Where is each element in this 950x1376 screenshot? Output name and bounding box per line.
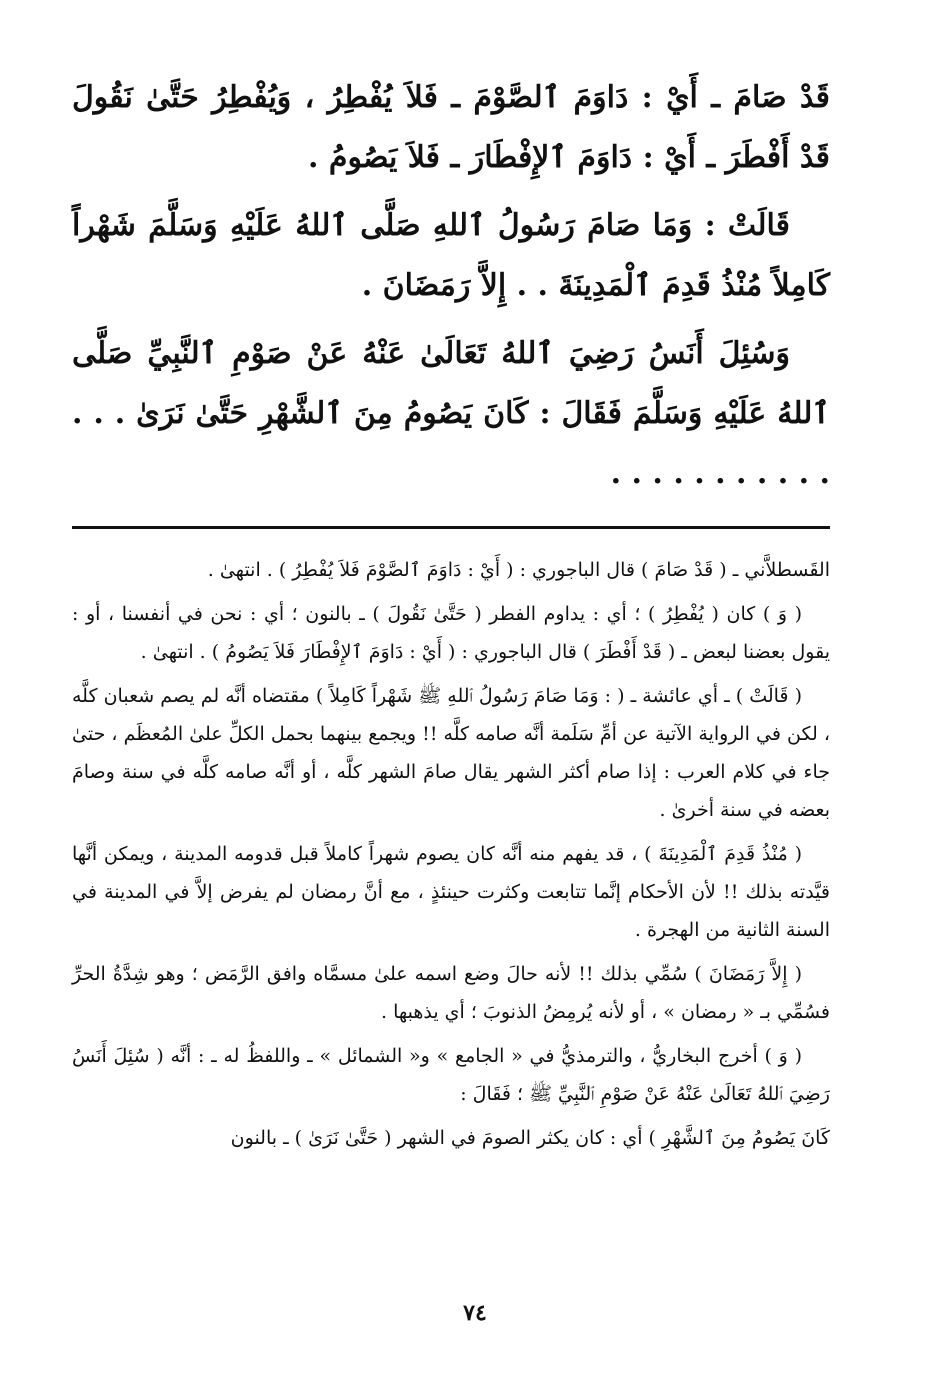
main-paragraph-2: قَالَتْ : وَمَا صَامَ رَسُولُ ٱللهِ صَلَّى ٱللهُ عَلَيْهِ وَسَلَّمَ شَهْراً كَامِلاً مُنْذُ قَدِمَ ٱلْمَدِينَةَ . . إِلاَّ رَمَضَانَ . — [72, 208, 830, 303]
footnote-paragraph-4: ( مُنْذُ قَدِمَ ٱلْمَدِينَةَ ) ، قد يفهم منه أنَّه كان يصوم شهراً كاملاً قبل قدومه المدينة ، ويمكن أنَّها قيَّدته بذلك !! لأن الأحكام إنَّما تتابعت وكثرت حينئذٍ ، مع أنَّ رمضان لم يفرض إلاَّ في المدينة في السنة الثانية من الهجرة . — [72, 843, 830, 941]
main-paragraph-3: وَسُئِلَ أَنَسُ رَضِيَ ٱللهُ تَعَالَىٰ عَنْهُ عَنْ صَوْمِ ٱلنَّبِيِّ صَلَّى ٱللهُ عَلَيْهِ وَسَلَّمَ فَقَالَ : كَانَ يَصُومُ مِنَ ٱلشَّهْرِ حَتَّىٰ نَرَىٰ . . . . . . . . . . . . . . — [72, 336, 830, 491]
footnote-paragraph-3: ( قَالَتْ ) ـ أي عائشة ـ ( : وَمَا صَامَ رَسُولُ ٱللهِ ﷺ شَهْراً كَامِلاً ) مقتضاه أنَّه لم يصم شعبان كلَّه ، لكن في الرواية الآتية عن أمِّ سَلَمة أنَّه صامه كلَّه !! ويجمع بينهما بحمل الكلِّ علىٰ المُعظَم ، حتىٰ جاء في كلام العرب : إذا صام أكثر الشهر يقال صامَ الشهر كلَّه ، أو أنَّه صامه كلَّه في سنة وصامَ بعضه في سنة أخرىٰ . — [72, 685, 830, 821]
page-number: ٧٤ — [463, 1300, 487, 1326]
footnote-paragraph-5: ( إِلاَّ رَمَضَانَ ) سُمِّي بذلك !! لأنه حالَ وضع اسمه علىٰ مسمَّاه وافق الرَّمَض ؛ وهو شِدَّةُ الحرِّ فسُمِّي بـ « رمضان » ، أو لأنه يُرمِضُ الذنوبَ ؛ أي يذهبها . — [72, 963, 830, 1023]
footnote-paragraph-1: القَسطلاَّني ـ ( قَدْ صَامَ ) قال الباجوري : ( أَيْ : دَاوَمَ ٱلصَّوْمَ فَلاَ يُفْطِرُ ) . انتهىٰ . — [207, 559, 830, 581]
footnote-paragraph-7: كَانَ يَصُومُ مِنَ ٱلشَّهْرِ ) أي : كان يكثر الصومَ في الشهر ( حَتَّىٰ نَرَىٰ ) ـ بالنون — [230, 1127, 830, 1149]
main-text — [72, 68, 830, 504]
footnote-paragraph-6: ( وَ ) أخرج البخاريُّ ، والترمذيُّ في « الجامع » و« الشمائل » ـ واللفظُ له ـ : أنَّه ( سُئِلَ أَنَسُ رَضِيَ ٱللهُ تَعَالَىٰ عَنْهُ عَنْ صَوْمِ ٱلنَّبِيِّ ﷺ ؛ فَقَالَ : — [72, 1045, 830, 1105]
main-paragraph-1: قَدْ صَامَ ـ أَيْ : دَاوَمَ ٱلصَّوْمَ ـ فَلاَ يُفْطِرُ ، وَيُفْطِرُ حَتَّىٰ نَقُولَ قَدْ أَفْطَرَ ـ أَيْ : دَاوَمَ ٱلإِفْطَارَ ـ فَلاَ يَصُومُ . — [72, 80, 830, 175]
footnotes — [72, 551, 830, 1157]
footnote-paragraph-2: ( وَ ) كان ( يُفْطِرُ ) ؛ أي : يداوم الفطر ( حَتَّىٰ نَقُولَ ) ـ بالنون ؛ أي : نحن في أنفسنا ، أو : يقول بعضنا لبعض ـ ( قَدْ أَفْطَرَ ) قال الباجوري : ( أَيْ : دَاوَمَ ٱلإِفْطَارَ فَلاَ يَصُومُ ) . انتهىٰ . — [72, 603, 830, 663]
footnote-divider — [72, 526, 830, 529]
page-body — [72, 68, 830, 1163]
